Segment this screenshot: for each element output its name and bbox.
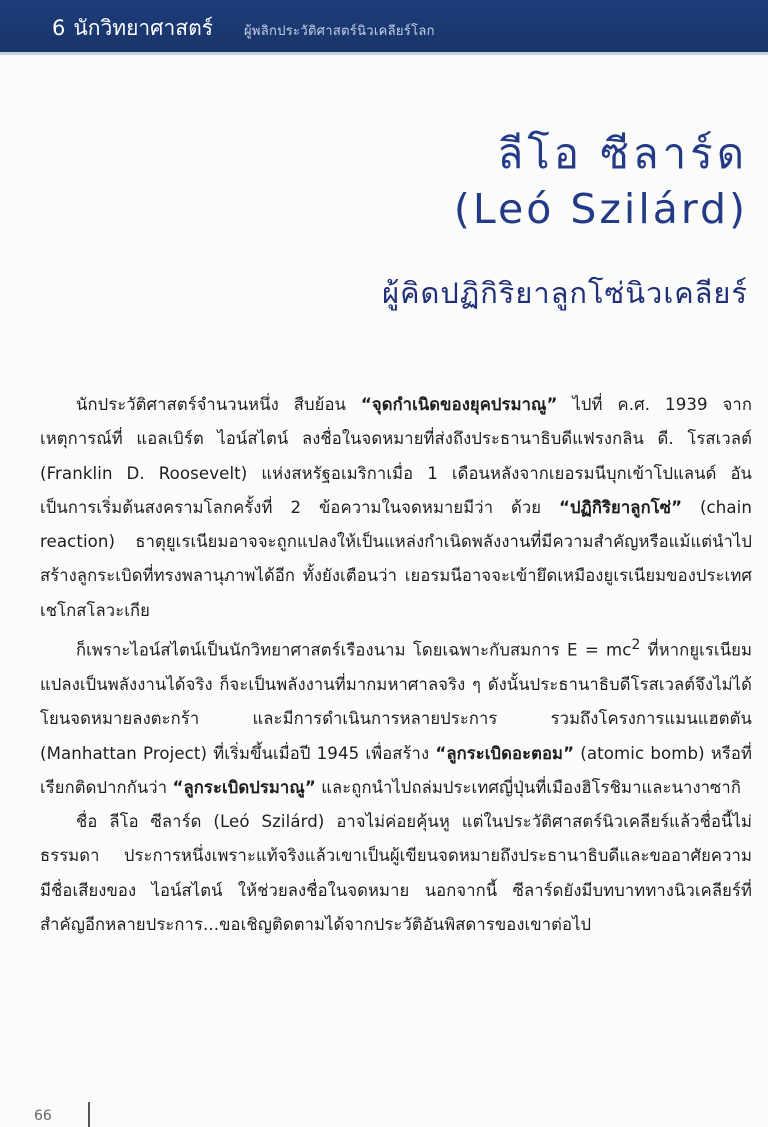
paragraph-2-text-c: (atomic bomb) หรือที่เรียกติดปากกันว่า: [40, 743, 752, 797]
chapter-number: 6: [52, 16, 66, 40]
article-title-english: (Leó Szilárd): [453, 185, 748, 233]
paragraph-1: [40, 388, 752, 628]
article-title-thai: ลีโอ ซีลาร์ด: [497, 129, 748, 178]
bold-atom-bomb-thai: “ลูกระเบิดปรมาณู”: [172, 777, 316, 797]
chapter-header: [0, 0, 768, 55]
chapter-title: [52, 12, 213, 45]
article-subtitle: ผู้คิดปฏิกิริยาลูกโซ่นิวเคลียร์: [382, 276, 748, 310]
page-number: 66: [34, 1108, 52, 1124]
chapter-title-text: นักวิทยาศาสตร์: [73, 16, 214, 40]
paragraph-2: [40, 628, 752, 805]
paragraph-2-text-a: ก็เพราะไอน์สไตน์เป็นนักวิทยาศาสตร์เรืองนาม โดยเฉพาะกับสมการ E = mc: [76, 640, 632, 660]
paragraph-1-text-c: (chain reaction) ธาตุยูเรเนียมอาจจะถูกแปลงให้เป็นแหล่งกำเนิดพลังงานที่มีความสำคัญหรือแม้แต่นำไปสร้างลูกระเบิดที่ทรงพลานุภาพได้อีก ทั้งยังเตือนว่า เยอรมนีอาจจะเข้ายึดเหมืองยูเรเนียมของประเทศเชโกสโลวะเกีย: [40, 497, 752, 620]
bold-atomic-age: “จุดกำเนิดของยุคปรมาณู”: [360, 395, 558, 414]
paragraph-2-text-d: และถูกนำไปถล่มประเทศญี่ปุ่นที่เมืองฮิโรชิมาและนางาซากิ: [315, 777, 741, 797]
chapter-subtitle: ผู้พลิกประวัติศาสตร์นิวเคลียร์โลก: [244, 24, 435, 39]
paragraph-3: ชื่อ ลีโอ ซีลาร์ด (Leó Szilárd) อาจไม่ค่อยคุ้นหู แต่ในประวัติศาสตร์นิวเคลียร์แล้วชื่อนี้ไม่ธรรมดา ประการหนึ่งเพราะแท้จริงแล้วเขาเป็นผู้เขียนจดหมายถึงประธานาธิบดีและขออาศัยความมีชื่อเสียงของ ไอน์สไตน์ ให้ช่วยลงชื่อในจดหมาย นอกจากนี้ ซีลาร์ดยังมีบทบาททางนิวเคลียร์ที่สำคัญอีกหลายประการ...ขอเชิญติดตามได้จากประวัติอันพิสดารของเขาต่อไป: [40, 812, 752, 934]
paragraph-2-text-b: ที่หากยูเรเนียมแปลงเป็นพลังงานได้จริง ก็จะเป็นพลังงานที่มากมหาศาลจริง ๆ ดังนั้นประธานาธิบดีโรสเวลต์จึงไม่ได้โยนจดหมายลงตะกร้า และมีการดำเนินการหลายประการ รวมถึงโครงการแมนแฮตตัน (Manhattan Project) ที่เริ่มขึ้นเมื่อปี 1945 เพื่อสร้าง: [40, 640, 752, 763]
page-divider: [88, 1102, 90, 1127]
equation-superscript: 2: [631, 637, 641, 654]
article-title-block: [454, 128, 748, 238]
bold-chain-reaction: “ปฏิกิริยาลูกโซ่”: [559, 497, 683, 517]
paragraph-1-text-b: ไปที่ ค.ศ. 1939 จากเหตุการณ์ที่ แอลเบิร์ต ไอน์สไตน์ ลงชื่อในจดหมายที่ส่งถึงประธานาธิบดีแฟรงกลิน ดี. โรสเวลต์ (Franklin D. Roosevelt) แห่งสหรัฐอเมริกาเมื่อ 1 เดือนหลังจากเยอรมนีบุกเข้าโปแลนด์ อันเป็นการเริ่มต้นสงครามโลกครั้งที่ 2 ข้อความในจดหมายมีว่า ด้วย: [40, 395, 752, 517]
paragraph-1-text-a: นักประวัติศาสตร์จำนวนหนึ่ง สืบย้อน: [76, 395, 361, 414]
article-body: [40, 388, 752, 942]
bold-atomic-bomb: “ลูกระเบิดอะตอม”: [435, 743, 575, 763]
